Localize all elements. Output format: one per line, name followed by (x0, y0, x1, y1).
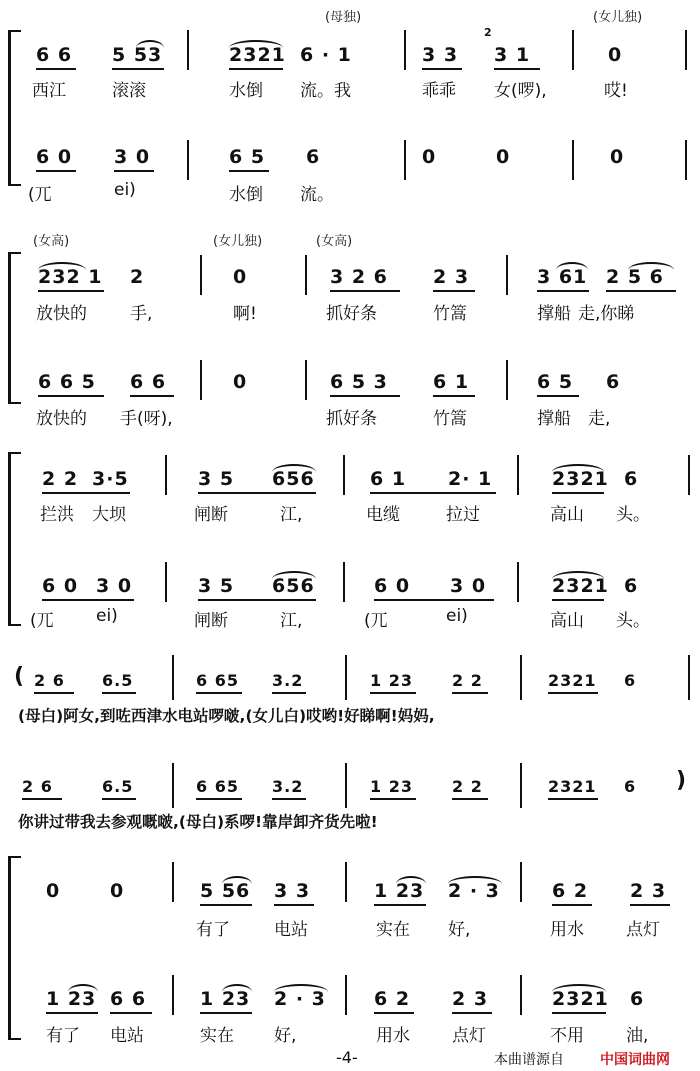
lyric: 流。我 (300, 81, 351, 101)
lyric: 拦洪 (40, 505, 74, 525)
slur (628, 262, 674, 270)
barline (165, 562, 167, 602)
lyric: 点灯 (626, 920, 660, 940)
lyric: 高山 (550, 611, 584, 631)
slur (68, 984, 98, 992)
underline (552, 904, 592, 906)
note-group: 1 23 (374, 880, 425, 902)
underline (552, 599, 604, 601)
note-group: 5 53 (112, 44, 163, 66)
underline (374, 599, 494, 601)
barline (343, 562, 345, 602)
note-group: 6 (624, 468, 639, 490)
lyric: (兀 (28, 185, 52, 205)
note-group: 6 5 3 (330, 371, 388, 393)
lyric: 好, (274, 1026, 297, 1046)
underline (200, 1012, 252, 1014)
barline (572, 140, 574, 180)
lyric: 大坝 (92, 505, 126, 525)
note-group: 656 (272, 468, 315, 490)
note-group: 5 56 (200, 880, 251, 902)
note-group: 2 2 (452, 777, 483, 796)
lyric: 走, (588, 409, 611, 429)
lyric: 走,你睇 (578, 304, 635, 324)
lyric: 放快的 (36, 304, 87, 324)
underline (229, 170, 269, 172)
lyric: 油, (626, 1026, 649, 1046)
note-group: 0 (233, 266, 248, 288)
note-group: 2 (130, 266, 145, 288)
note-group: 3 61 (537, 266, 588, 288)
underline (374, 1012, 414, 1014)
lyric: 竹篙 (433, 409, 467, 429)
slur (38, 262, 86, 270)
barline (520, 763, 522, 808)
spoken-dialogue: 你讲过带我去参观嘅啵,(母白)系啰!靠岸卸齐货先啦! (18, 813, 378, 831)
note-group: 0 (233, 371, 248, 393)
underline (36, 68, 76, 70)
underline (38, 290, 104, 292)
note-group: 3 3 (422, 44, 459, 66)
barline (200, 255, 202, 295)
barline (187, 30, 189, 70)
note-group: 6 0 (374, 575, 411, 597)
underline (196, 692, 242, 694)
note-group: 3 2 6 (330, 266, 388, 288)
note-group: 3 0 (114, 146, 151, 168)
underline (494, 68, 540, 70)
underline (36, 170, 76, 172)
note-group: 2 3 (433, 266, 470, 288)
underline (102, 798, 136, 800)
note-group: 2 6 (34, 671, 65, 690)
cue-daughter-solo: (女儿独) (593, 10, 643, 25)
note-group: 2321 (548, 777, 597, 796)
note-group: 6 1 (370, 468, 407, 490)
note-group: 2321 (552, 468, 609, 490)
lyric: 竹篙 (433, 304, 467, 324)
barline (345, 763, 347, 808)
note-group: 0 (496, 146, 511, 168)
note-group: 6 (624, 671, 637, 690)
note-group: 6.5 (102, 777, 134, 796)
note-group: 3.2 (272, 671, 304, 690)
note-group: 6 (306, 146, 321, 168)
barline (517, 562, 519, 602)
barline (520, 655, 522, 700)
underline (38, 395, 104, 397)
note-group: 2321 (548, 671, 597, 690)
barline (572, 30, 574, 70)
slur (448, 876, 502, 884)
barline (343, 455, 345, 495)
note-group: 6 2 (552, 880, 589, 902)
lyric: 头。 (616, 505, 650, 525)
note-group: 6 1 (433, 371, 470, 393)
underline (422, 68, 462, 70)
underline (114, 170, 154, 172)
slur (552, 464, 604, 472)
note-group: 6 65 (196, 671, 239, 690)
barline (172, 975, 174, 1015)
lyric: 好, (448, 920, 471, 940)
note-group: 6 (624, 575, 639, 597)
system-bracket (8, 452, 21, 626)
slur (556, 262, 588, 270)
underline (200, 904, 252, 906)
note-group: 2 · 3 (274, 988, 326, 1010)
barline (305, 255, 307, 295)
lyric: 拉过 (446, 505, 480, 525)
note-group: 3.2 (272, 777, 304, 796)
lyric: 手, (130, 304, 153, 324)
note-group: 6 (606, 371, 621, 393)
lyric: 滚滚 (112, 81, 146, 101)
underline (370, 798, 416, 800)
lyric: 撑船 (537, 409, 571, 429)
system-bracket (8, 856, 21, 1040)
lyric: 水倒 (229, 185, 263, 205)
barline (404, 140, 406, 180)
lyric: (兀 (364, 611, 388, 631)
barline (172, 862, 174, 902)
slur (272, 571, 316, 579)
lyric: 江, (280, 611, 303, 631)
lyric: 用水 (550, 920, 584, 940)
page-number: -4- (336, 1048, 358, 1067)
barline (345, 655, 347, 700)
note-group: 0 (610, 146, 625, 168)
note-group: 6 0 (42, 575, 79, 597)
note-group: 6 6 (110, 988, 147, 1010)
lyric: 西江 (32, 81, 66, 101)
underline (370, 492, 496, 494)
underline (330, 395, 400, 397)
source-credit-site: 中国词曲网 (600, 1052, 670, 1068)
note-group: 2 6 (22, 777, 53, 796)
underline (112, 68, 164, 70)
underline (42, 599, 134, 601)
note-group: 6 (624, 777, 637, 796)
lyric: 电站 (110, 1026, 144, 1046)
note-group: 0 (608, 44, 623, 66)
underline (272, 692, 306, 694)
underline (272, 798, 306, 800)
barline (345, 862, 347, 902)
underline (198, 599, 316, 601)
lyric: 高山 (550, 505, 584, 525)
note-group: 6 65 (196, 777, 239, 796)
system-bracket (8, 252, 21, 404)
note-group: 3 1 (494, 44, 531, 66)
barline (165, 455, 167, 495)
note-group: 6 6 5 (38, 371, 96, 393)
note-group: 3·5 (92, 468, 129, 490)
cue-female-high: (女高) (33, 234, 70, 249)
lyric: 放快的 (36, 409, 87, 429)
underline (606, 290, 676, 292)
underline (552, 1012, 606, 1014)
lyric: 闸断 (194, 611, 228, 631)
barline (305, 360, 307, 400)
lyric: 用水 (376, 1026, 410, 1046)
barline (200, 360, 202, 400)
lyric: ei) (114, 180, 136, 200)
note-group: 2321 (552, 575, 609, 597)
open-parenthesis: ( (14, 664, 25, 689)
lyric: 啊! (233, 304, 257, 324)
note-group: 656 (272, 575, 315, 597)
underline (370, 692, 416, 694)
note-group: 3 5 (198, 468, 235, 490)
lyric: 哎! (604, 81, 628, 101)
slur (552, 571, 604, 579)
note-group: 6.5 (102, 671, 134, 690)
barline (688, 455, 690, 495)
lyric: 流。 (300, 185, 334, 205)
lyric: 撑船 (537, 304, 571, 324)
note-group: 2 · 3 (448, 880, 500, 902)
lyric: 乖乖 (422, 81, 456, 101)
note-group: 2 5 6 (606, 266, 664, 288)
underline (274, 904, 314, 906)
underline (196, 798, 242, 800)
note-group: 6 5 (229, 146, 266, 168)
underline (102, 692, 136, 694)
underline (537, 395, 579, 397)
underline (374, 904, 426, 906)
lyric: 实在 (200, 1026, 234, 1046)
note-group: 2 2 (452, 671, 483, 690)
underline (110, 1012, 152, 1014)
note-group: 0 (422, 146, 437, 168)
underline (229, 68, 283, 70)
lyric: 闸断 (194, 505, 228, 525)
source-credit-prefix: 本曲谱源自 (494, 1052, 564, 1068)
note-group: 2321 (552, 988, 609, 1010)
slur (136, 40, 164, 48)
note-group: 2 3 (452, 988, 489, 1010)
barline (520, 975, 522, 1015)
system-bracket (8, 30, 21, 186)
barline (187, 140, 189, 180)
lyric: 女(啰), (494, 81, 547, 101)
underline (130, 395, 174, 397)
note-group: 3 0 (450, 575, 487, 597)
slur (272, 464, 316, 472)
lyric: 点灯 (452, 1026, 486, 1046)
note-group: 0 (110, 880, 125, 902)
underline (552, 492, 604, 494)
underline (433, 395, 475, 397)
note-group: 3 5 (198, 575, 235, 597)
barline (520, 862, 522, 902)
barline (506, 255, 508, 295)
lyric: 手(呀), (120, 409, 173, 429)
lyric: 头。 (616, 611, 650, 631)
slur (222, 984, 252, 992)
note-group: 232 1 (38, 266, 103, 288)
close-parenthesis: ) (676, 768, 687, 793)
note-group: 1 23 (370, 777, 413, 796)
lyric: ei) (96, 606, 118, 626)
barline (517, 455, 519, 495)
note-group: 2· 1 (448, 468, 493, 490)
note-group: 2321 (229, 44, 286, 66)
note-group: 6 5 (537, 371, 574, 393)
underline (630, 904, 670, 906)
note-group: 1 23 (370, 671, 413, 690)
slur (229, 40, 283, 48)
underline (452, 692, 488, 694)
note-group: 6 6 (130, 371, 167, 393)
underline (330, 290, 400, 292)
note-group: 1 23 (200, 988, 251, 1010)
underline (452, 798, 488, 800)
barline (506, 360, 508, 400)
note-group: 3 3 (274, 880, 311, 902)
barline (688, 655, 690, 700)
lyric: 江, (280, 505, 303, 525)
slur (222, 876, 252, 884)
underline (548, 692, 598, 694)
lyric: 电缆 (366, 505, 400, 525)
lyric: ei) (446, 606, 468, 626)
underline (198, 492, 316, 494)
barline (345, 975, 347, 1015)
lyric: 抓好条 (326, 409, 377, 429)
note-group: 3 0 (96, 575, 133, 597)
note-group: 6 6 (36, 44, 73, 66)
underline (433, 290, 475, 292)
slur (552, 984, 606, 992)
underline (537, 290, 589, 292)
note-group: 0 (46, 880, 61, 902)
note-group: 2 3 (630, 880, 667, 902)
barline (172, 655, 174, 700)
note-group: 6 0 (36, 146, 73, 168)
lyric: 实在 (376, 920, 410, 940)
barline (404, 30, 406, 70)
lyric: (兀 (30, 611, 54, 631)
note-group: 1 23 (46, 988, 97, 1010)
lyric: 抓好条 (326, 304, 377, 324)
lyric: 不用 (550, 1026, 584, 1046)
lyric: 有了 (46, 1026, 80, 1046)
underline (42, 492, 130, 494)
underline (46, 1012, 98, 1014)
note-group: 2 2 (42, 468, 79, 490)
barline (685, 30, 687, 70)
note-group: 6 2 (374, 988, 411, 1010)
slur (396, 876, 426, 884)
barline (685, 140, 687, 180)
cue-female-high-2: (女高) (316, 234, 353, 249)
underline (22, 798, 62, 800)
note-group: 6 (630, 988, 645, 1010)
spoken-dialogue: (母白)阿女,到咗西津水电站啰啵,(女儿白)哎哟!好睇啊!妈妈, (18, 707, 435, 725)
cue-mother-solo: (母独) (325, 10, 362, 25)
lyric: 有了 (196, 920, 230, 940)
lyric: 水倒 (229, 81, 263, 101)
underline (452, 1012, 492, 1014)
cue-daughter-solo-2: (女儿独) (213, 234, 263, 249)
underline (548, 798, 598, 800)
underline (34, 692, 74, 694)
note-group: 6 · 1 (300, 44, 352, 66)
slur (274, 984, 328, 992)
lyric: 电站 (274, 920, 308, 940)
barline (172, 763, 174, 808)
grace-note: 2 (484, 26, 493, 39)
